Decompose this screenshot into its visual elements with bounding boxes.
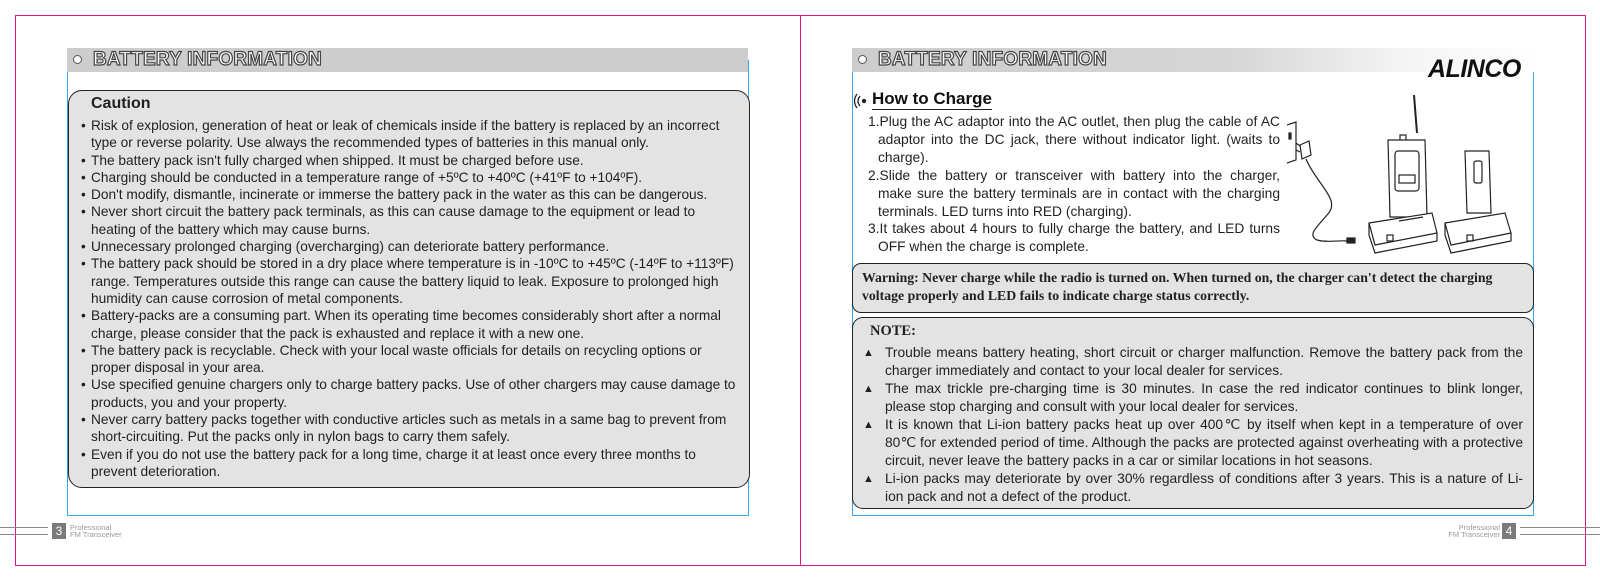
caution-text: Use specified genuine chargers only to charge battery packs. Use of other chargers may cause damage to products, you and your property. (91, 377, 736, 410)
bullet-icon: • (81, 342, 86, 358)
note-item (863, 470, 1523, 506)
bullet-icon: • (81, 169, 86, 185)
caution-item (81, 307, 741, 342)
caution-text: Never carry battery packs together with conductive articles such as metals in a same bag to prevent from short-circuiting. Put the packs only in nylon bags to carry them safely. (91, 412, 727, 445)
caution-text: Unnecessary prolonged charging (overcharging) can deteriorate battery performance. (91, 239, 610, 255)
caution-title: Caution (91, 95, 151, 112)
caution-item (81, 446, 741, 481)
bullet-icon: • (81, 239, 86, 255)
page-footer-right (1440, 523, 1600, 539)
triangle-icon: ▲ (863, 347, 874, 359)
charge-step: 2.Slide the battery or transceiver with battery into the charger, make sure the battery terminals are in contact with the charging terminals. LED turns into RED (charging). (868, 167, 1280, 219)
triangle-icon: ▲ (863, 473, 874, 485)
triangle-icon: ▲ (863, 419, 874, 431)
note-text: Trouble means battery heating, short circuit or charger malfunction. Remove the battery pack from the charger immediately and contact to your local dealer for services. (885, 345, 1523, 378)
caution-text: The battery pack is recyclable. Check with your local waste officials for details on recycling options or proper disposal in your area. (91, 342, 702, 376)
footer-label: FM Transceiver (1448, 530, 1500, 539)
footer-rule (0, 534, 48, 535)
caution-item (81, 169, 741, 186)
caution-text: Don't modify, dismantle, incinerate or immerse the battery pack in the water as this can be dangerous. (91, 187, 708, 203)
charge-steps (868, 113, 1280, 256)
caution-item (81, 411, 741, 446)
caution-list (81, 117, 741, 480)
note-title: NOTE: (870, 323, 916, 339)
sound-wave-icon (852, 91, 868, 111)
note-item (863, 416, 1523, 470)
header-bullet-icon (858, 55, 867, 64)
caution-item (81, 152, 741, 169)
triangle-icon: ▲ (863, 383, 874, 395)
bullet-icon: • (81, 256, 86, 272)
warning-text: Warning: Never charge while the radio is turned on. When turned on, the charger can't detect the charging voltage properly and LED fails to indicate charge status correctly. (862, 270, 1493, 303)
section-title: BATTERY INFORMATION (878, 49, 1107, 70)
footer-label: Professional (1458, 523, 1500, 532)
note-text: The max trickle pre-charging time is 30 minutes. In case the red indicator continues to blink longer, please stop charging and consult with your local dealer for services. (885, 381, 1523, 414)
charge-step: 1.Plug the AC adaptor into the AC outlet, then plug the cable of AC adaptor into the DC jack, there without indicator light. (waits to charge). (868, 114, 1280, 165)
footer-rule (1520, 527, 1600, 528)
note-list (863, 344, 1523, 506)
bullet-icon: • (81, 308, 86, 324)
section-title: BATTERY INFORMATION (93, 49, 322, 70)
caution-item (81, 238, 741, 255)
bullet-icon: • (81, 377, 86, 393)
caution-text: The battery pack isn't fully charged when shipped. It must be charged before use. (91, 152, 584, 168)
caution-text: Never short circuit the battery pack terminals, as this can cause damage to the equipment or lead to heating of the battery which may cause burns. (91, 204, 696, 237)
caution-item (81, 117, 741, 152)
footer-rule (1520, 534, 1600, 535)
how-to-charge-title: How to Charge (872, 89, 992, 108)
footer-label: Professional (70, 523, 112, 532)
brand-logo: ALINCO (1428, 55, 1521, 83)
warning-box (852, 263, 1534, 313)
page-number: 4 (1502, 523, 1516, 539)
caution-text: The battery pack should be stored in a dry place where temperature is in -10ºC to +45ºC (-14ºF to +113ºF) range. Temperatures outside this range can cause the battery liquid to leak. Exposure to prolonged high humidity can cause corrosion of metal components. (91, 256, 734, 306)
caution-text: Charging should be conducted in a temperature range of +5ºC to +40ºC (+41ºF to +104ºF). (91, 169, 643, 185)
caution-item (81, 203, 741, 238)
note-item (863, 380, 1523, 416)
bullet-icon: • (81, 187, 86, 203)
footer-rule (0, 527, 48, 528)
page-number: 3 (52, 523, 66, 539)
header-bullet-icon (73, 55, 82, 64)
charge-step: 3.It takes about 4 hours to fully charge the battery, and LED turns OFF when the charge is complete. (868, 221, 1280, 255)
note-text: It is known that Li-ion battery packs heat up over 400℃ by itself when kept in a temperature of over 80℃ for extended period of time. Although the packs are protected against overheating with a protective circuit, never leave the battery packs in a car or similar locations in hot seasons. (885, 417, 1523, 468)
footer-label: FM Transceiver (70, 530, 122, 539)
bullet-icon: • (81, 204, 86, 220)
note-text: Li-ion packs may deteriorate by over 30% regardless of conditions after 3 years. This is a nature of Li-ion pack and not a defect of the product. (885, 471, 1523, 504)
caution-text: Risk of explosion, generation of heat or leak of chemicals inside if the battery is replaced by an incorrect type or reverse polarity. Use always the recommended types of batteries in this manual only. (91, 118, 720, 151)
bullet-icon: • (81, 118, 86, 133)
page-footer-left (0, 523, 150, 539)
bullet-icon: • (81, 152, 86, 168)
note-item (863, 344, 1523, 380)
section-header-left (67, 48, 748, 72)
bullet-icon: • (81, 412, 86, 428)
caution-item (81, 342, 741, 377)
caution-item (81, 376, 741, 411)
caution-item (81, 186, 741, 203)
caution-item (81, 255, 741, 307)
charger-illustration-icon (1287, 95, 1547, 260)
note-box (852, 317, 1534, 509)
bullet-icon: • (81, 446, 86, 462)
caution-box (68, 90, 750, 488)
caution-text: Even if you do not use the battery pack for a long time, charge it at least once every three months to prevent deterioration. (91, 446, 696, 479)
caution-text: Battery-packs are a consuming part. When its operating time becomes considerably short after a normal charge, please consider that the pack is exhausted and replace it with a new one. (91, 308, 721, 341)
